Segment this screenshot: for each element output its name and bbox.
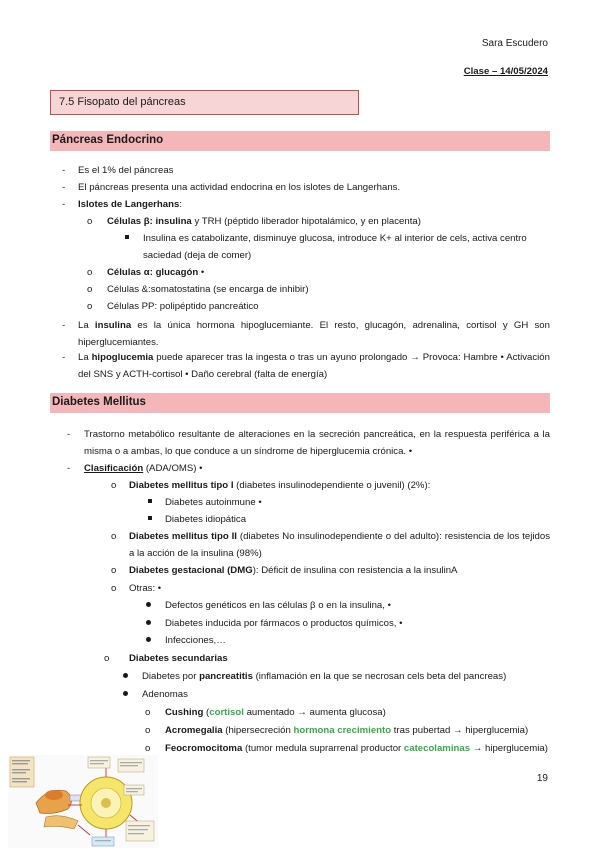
dash-bullet: - [62, 320, 66, 331]
circle-bullet: o [111, 531, 117, 542]
dash-bullet: - [67, 463, 71, 474]
dash-bullet: - [67, 429, 71, 440]
heading-diabetes-mellitus: Diabetes Mellitus [50, 393, 550, 413]
dash-bullet: - [62, 352, 66, 363]
circle-bullet: o [145, 725, 151, 736]
circle-bullet: o [87, 216, 93, 227]
circle-bullet: o [145, 743, 151, 754]
disc-bullet [146, 602, 151, 607]
square-bullet [148, 499, 152, 503]
author-name: Sara Escudero [481, 38, 548, 49]
section-title: 7.5 Fisopato del páncreas [50, 90, 359, 115]
dash-bullet: - [62, 165, 66, 176]
dash-bullet: - [62, 199, 66, 210]
circle-bullet: o [87, 284, 93, 295]
dash-bullet: - [62, 182, 66, 193]
page-number: 19 [536, 773, 548, 784]
circle-bullet: o [104, 653, 110, 664]
circle-bullet: o [87, 301, 93, 312]
square-bullet [148, 516, 152, 520]
physiology-diagram-image [8, 755, 158, 848]
disc-bullet [146, 620, 151, 625]
circle-bullet: o [111, 583, 117, 594]
disc-bullet [123, 691, 128, 696]
circle-bullet: o [111, 565, 117, 576]
disc-bullet [146, 637, 151, 642]
circle-bullet: o [87, 267, 93, 278]
disc-bullet [123, 673, 128, 678]
class-date: Clase – 14/05/2024 [463, 66, 548, 77]
heading-pancreas-endocrino: Páncreas Endocrino [50, 131, 550, 151]
circle-bullet: o [145, 707, 151, 718]
circle-bullet: o [111, 480, 117, 491]
square-bullet [125, 235, 129, 239]
